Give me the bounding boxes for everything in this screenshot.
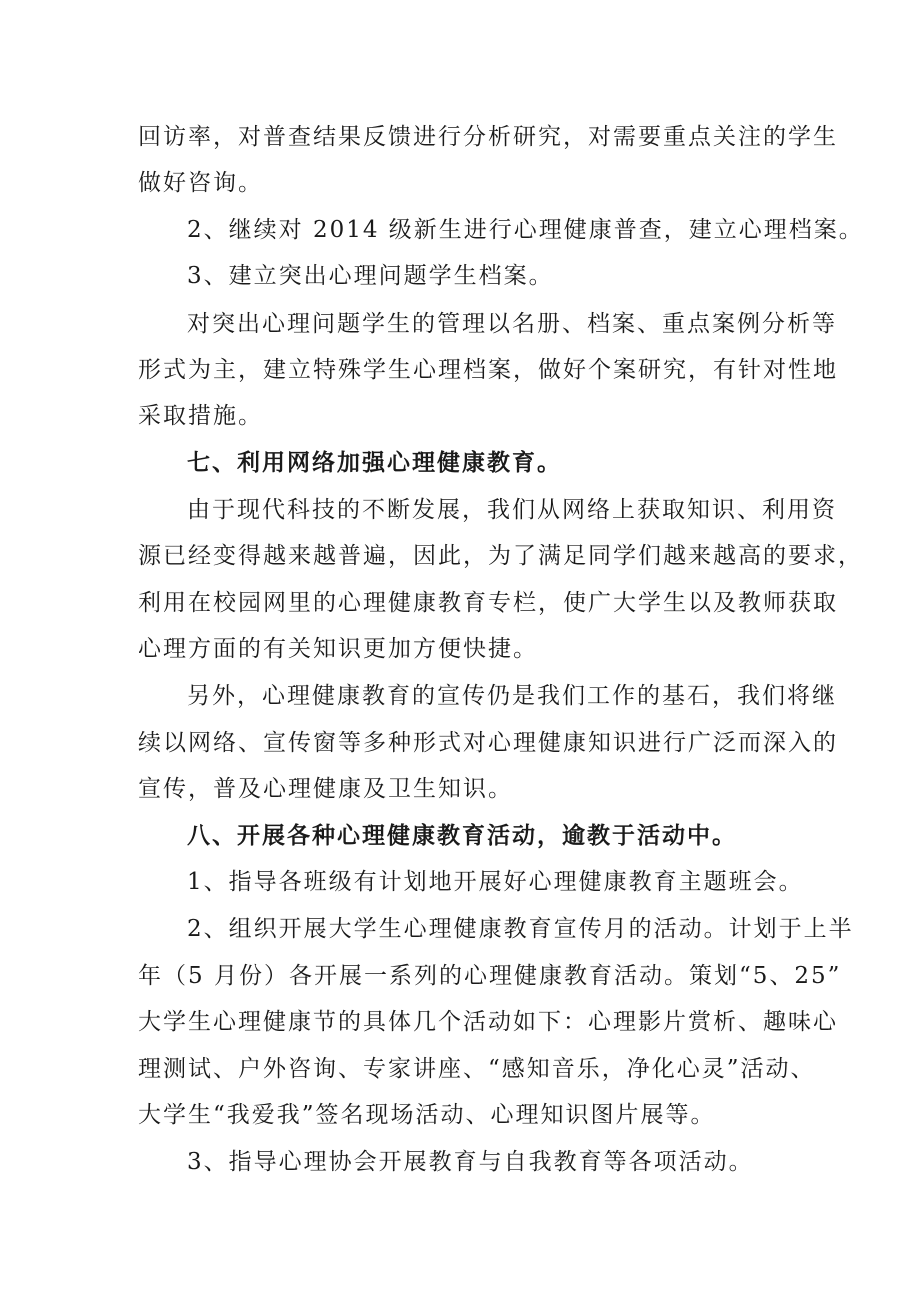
text-line: 3、指导心理协会开展教育与自我教育等各项活动。 [187, 1149, 754, 1175]
text-line: 心理方面的有关知识更加方便快捷。 [138, 636, 538, 662]
section-heading: 八、开展各种心理健康教育活动，逾教于活动中。 [187, 822, 737, 849]
text-line: 2、组织开展大学生心理健康教育宣传月的活动。计划于上半 [187, 916, 854, 942]
text-line: 源已经变得越来越普遍，因此，为了满足同学们越来越高的要求， [138, 543, 863, 569]
text-line: 由于现代科技的不断发展，我们从网络上获取知识、利用资 [187, 497, 837, 523]
text-line: 做好咨询。 [138, 170, 263, 196]
text-line: 2、继续对 2014 级新生进行心理健康普查，建立心理档案。 [187, 217, 864, 243]
text-line: 对突出心理问题学生的管理以名册、档案、重点案例分析等 [187, 311, 837, 337]
text-line: 另外，心理健康教育的宣传仍是我们工作的基石，我们将继 [187, 683, 837, 709]
text-line: 理测试、户外咨询、专家讲座、“感知音乐，净化心灵”活动、 [138, 1056, 816, 1082]
text-line: 续以网络、宣传窗等多种形式对心理健康知识进行广泛而深入的 [138, 730, 838, 756]
text-line: 利用在校园网里的心理健康教育专栏，使广大学生以及教师获取 [138, 590, 838, 616]
text-line: 1、指导各班级有计划地开展好心理健康教育主题班会。 [187, 869, 804, 895]
text-line: 宣传，普及心理健康及卫生知识。 [138, 776, 513, 802]
text-line: 形式为主，建立特殊学生心理档案，做好个案研究，有针对性地 [138, 357, 838, 383]
text-line: 采取措施。 [138, 403, 263, 429]
text-line: 大学生心理健康节的具体几个活动如下：心理影片赏析、趣味心 [138, 1009, 838, 1035]
text-line: 回访率，对普查结果反馈进行分析研究，对需要重点关注的学生 [138, 124, 838, 150]
section-heading: 七、利用网络加强心理健康教育。 [187, 449, 562, 476]
text-line: 大学生“我爱我”签名现场活动、心理知识图片展等。 [138, 1102, 716, 1128]
text-line: 3、建立突出心理问题学生档案。 [187, 263, 554, 289]
text-line: 年（5 月份）各开展一系列的心理健康教育活动。策划“5、25” [138, 963, 842, 989]
